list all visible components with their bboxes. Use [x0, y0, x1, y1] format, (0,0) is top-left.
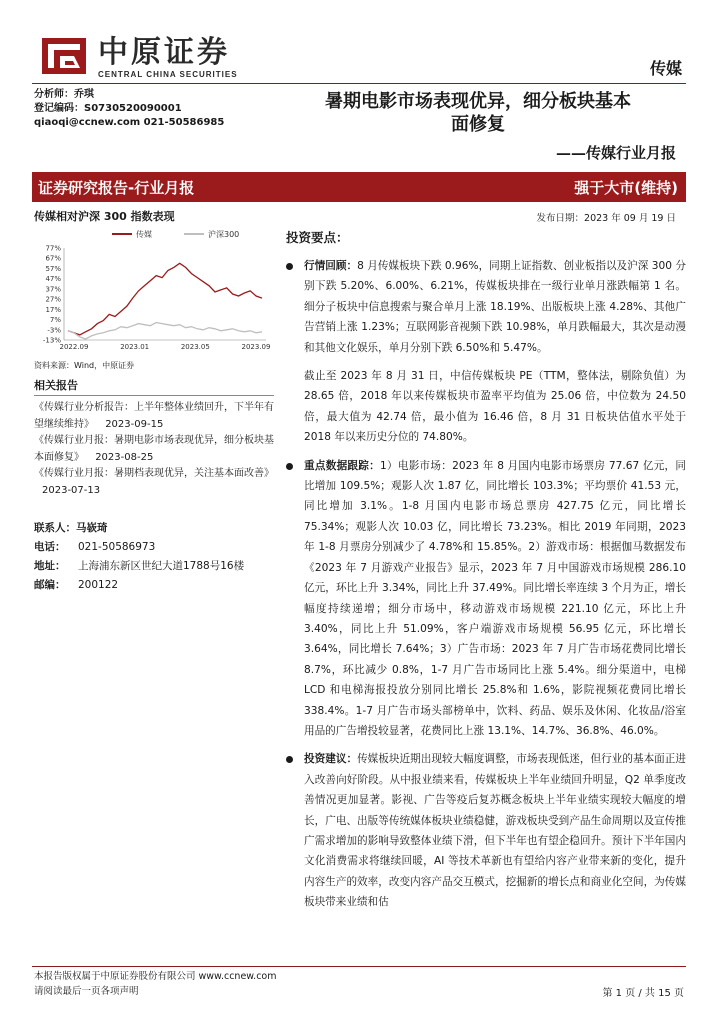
report-title-line-1: 暑期电影市场表现优异，细分板块基本	[325, 91, 631, 112]
analyst-registration: 登记编码：S0730520090001	[34, 103, 182, 114]
related-report-date: 2023-08-25	[95, 451, 154, 463]
bullet-icon	[286, 463, 293, 470]
y-tick-label: 57%	[45, 264, 61, 273]
performance-chart	[34, 226, 274, 358]
footer-notice	[34, 969, 277, 999]
page-number: 第 1 页 / 共 15 页	[602, 988, 684, 999]
series-line	[68, 323, 262, 339]
performance-chart-svg	[34, 226, 274, 354]
x-tick-label: 2023.09	[241, 343, 271, 351]
y-tick-label: 77%	[45, 244, 61, 253]
disclaimer-line: 请阅读最后一页各项声明	[34, 986, 139, 997]
logo-mark-icon	[40, 36, 90, 76]
related-report-date: 2023-07-13	[42, 484, 101, 496]
related-report-item[interactable]	[34, 466, 274, 499]
chart-source: 资料来源：Wind，中原证券	[34, 361, 135, 370]
y-tick-label: 67%	[45, 254, 61, 263]
legend-label: 沪深300	[208, 230, 240, 239]
y-tick-label: 47%	[45, 275, 61, 284]
contact-person-label: 联系人：	[34, 522, 76, 534]
report-subtitle: ——传媒行业月报	[555, 144, 676, 162]
key-points-title: 投资要点：	[286, 230, 349, 245]
bullet-icon	[286, 756, 293, 763]
chart-title: 传媒相对沪深 300 指数表现	[34, 210, 175, 223]
paragraph-text: 传媒板块近期出现较大幅度调整，市场表现低迷，但行业的基本面正进入改善向好阶段。从中报业绩来看，传媒板块上半年业绩回升明显，Q2 单季度改善情况更加显著。影视、广告等疫后复苏概念板块上半年业绩实现较大幅度的增长，广电、出版等传统媒体板块业绩稳健，游戏板块受到产品生命周期以及宣传推广需求增加的影响导致整体业绩下滑，但下半年也有望企稳回升。预计下半年国内文化消费需求将继续回暖，AI 等技术革新也有望给内容产业带来新的变化，提升内容生产的效率，改变内容产品交互模式，挖掘新的增长点和商业化空间，为传媒板块带来业绩和估	[304, 753, 687, 909]
contact-address-label: 地址：	[34, 560, 66, 572]
bullet-icon	[286, 263, 293, 270]
paragraph-text: 1）电影市场：2023 年 8 月国内电影市场票房 77.67 亿元，同比增加 109.5%；观影人次 1.87 亿，同比增长 103.3%；平均票价 41.53 元，同比增加 3.1%。1-8 月国内电影市场总票房 427.75 亿元，同比增长 75.34%；观影人次 10.03 亿，同比增长 73.23%。相比 2019 年同期，2023 年 1-8 月票房分别减少了 4.78%和 15.85%。2）游戏市场：根据伽马数据发布《2023 年 7 月游戏产业报告》显示，2023 年 7 月中国游戏市场规模 286.10 亿元，环比上升 3.34%，同比上升 37.49%。同比增长率连续 3 个月为正，增长幅度持续递增；细分市场中，移动游戏市场规模 221.10 亿元，环比上升 3.40%，同比上升 51.09%，客户端游戏市场规模 56.95 亿元，环比增长 3.64%，同比增长 7.64%；3）广告市场：2023 年 7 月广告市场花费同比增长 8.7%，环比减少 0.8%，1-7 月广告市场同比上涨 5.4%。细分渠道中，电梯 LCD 和电梯海报投放分别同比增长 25.8%和 1.6%，影院视频花费同比增长 338.4%。1-7 月广告市场头部榜单中，饮料、药品、娱乐及休闲、化妆品/浴室用品的广告增投较显著，花费同比上涨 13.1%、14.7%、36.8%、46.0%。	[304, 459, 686, 737]
related-report-text: 《传媒行业月报：暑期电影市场表现优异，细分板块基本面修复》	[34, 435, 274, 463]
contact-address-row	[34, 557, 274, 576]
report-title	[280, 90, 676, 136]
analyst-name: 分析师：乔琪	[34, 89, 94, 100]
key-points-section	[286, 228, 686, 913]
rating: 强于大市(维持)	[574, 179, 678, 197]
report-title-line-2: 面修复	[451, 114, 505, 135]
contact-phone-row	[34, 538, 274, 557]
left-sidebar	[34, 208, 274, 595]
publish-date: 发布日期：2023 年 09 月 19 日	[536, 213, 676, 224]
footer-divider	[32, 966, 686, 967]
contact-phone: 021-50586973	[78, 541, 156, 553]
y-tick-label: 17%	[45, 305, 61, 314]
contact-address: 上海浦东新区世纪大道1788号16楼	[78, 560, 245, 572]
contact-zip: 200122	[78, 579, 119, 591]
legend-label: 传媒	[136, 230, 152, 239]
related-report-text: 《传媒行业分析报告：上半年整体业绩回升，下半年有望继续维持》	[34, 402, 274, 430]
market-review-paragraph	[286, 256, 686, 358]
y-tick-label: -13%	[42, 336, 61, 345]
paragraph-heading: 投资建议：	[304, 753, 358, 766]
header-divider	[32, 83, 686, 84]
logo-english-name: CENTRAL CHINA SECURITIES	[98, 70, 238, 79]
paragraph-heading: 行情回顾：	[304, 260, 358, 272]
contact-person-row	[34, 519, 274, 538]
contact-block	[34, 519, 274, 595]
contact-phone-label: 电话：	[34, 541, 66, 553]
report-type-banner	[32, 172, 686, 202]
paragraph-heading: 重点数据跟踪：	[304, 459, 380, 472]
contact-zip-row	[34, 576, 274, 595]
sector-tag: 传媒	[649, 59, 682, 78]
contact-zip-label: 邮编：	[34, 579, 66, 591]
company-logo	[40, 36, 238, 79]
x-tick-label: 2023.05	[180, 343, 210, 351]
related-reports-title: 相关报告	[34, 377, 274, 396]
paragraph-text: 截止至 2023 年 8 月 31 日，中信传媒板块 PE（TTM，整体法，剔除负值）为 28.65 倍，2018 年以来传媒板块市盈率平均值为 25.06 倍，中位数为 24.50 倍，最大值为 42.74 倍，最小值为 16.46 倍，8 月 31 日板块估值水平处于 2018 年以来历史分位的 74.80%。	[304, 370, 686, 444]
investment-advice-paragraph	[286, 749, 686, 912]
y-tick-label: 37%	[45, 285, 61, 294]
data-tracking-paragraph	[286, 456, 686, 742]
x-tick-label: 2023.01	[120, 343, 150, 351]
report-type: 证券研究报告-行业月报	[38, 179, 195, 197]
related-report-item[interactable]	[34, 433, 274, 466]
y-tick-label: -3%	[47, 326, 61, 335]
related-report-date: 2023-09-15	[105, 418, 164, 430]
y-tick-label: 7%	[49, 316, 61, 325]
related-reports-list	[34, 400, 274, 499]
valuation-paragraph	[286, 366, 686, 448]
logo-chinese-name: 中原证券	[98, 35, 230, 70]
x-tick-label: 2022.09	[59, 343, 89, 351]
copyright-line: 本报告版权属于中原证券股份有限公司 www.ccnew.com	[34, 971, 277, 982]
analyst-contact: qiaoqi@ccnew.com 021-50586985	[34, 117, 225, 128]
related-report-text: 《传媒行业月报：暑期档表现优异，关注基本面改善》	[34, 468, 274, 479]
related-report-item[interactable]	[34, 400, 274, 433]
y-tick-label: 27%	[45, 295, 61, 304]
contact-person: 马嵚琦	[76, 522, 108, 534]
analyst-info	[34, 88, 224, 130]
paragraph-text: 8 月传媒板块下跌 0.96%，同期上证指数、创业板指以及沪深 300 分别下跌 5.20%、6.00%、6.21%，传媒板块排在一级行业单月涨跌幅第 1 名。细分子板块中信息搜索与聚合单月上涨 18.19%、出版板块上涨 4.28%、其他广告营销上涨 1.23%；互联网影音视频下跌 10.98%，单月跌幅最大，其次是动漫和其他文化娱乐，单月分别下跌 6.50%和 5.47%。	[304, 260, 686, 354]
